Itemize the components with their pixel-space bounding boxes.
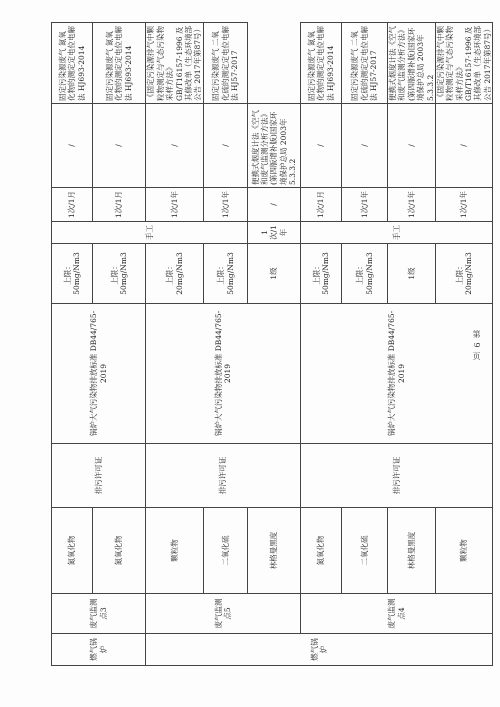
source-cell: 燃气锅炉 bbox=[146, 634, 493, 666]
method-cell: 固定污染源废气 二氧化硫的测定定电位电解法 HJ57-2017 bbox=[342, 23, 388, 104]
method-cell: 《固定污染源排气中颗粒物测定与气态污染物采样方法》GB/T16157-1996 及其修改单（生态环境部公告 2017年第87号） bbox=[435, 23, 492, 104]
pollutant-cell: 林格曼黑度 bbox=[248, 508, 301, 594]
frequency-cell: 1次/1年 bbox=[388, 188, 436, 222]
pollutant-cell: 氮氧化物 bbox=[52, 508, 93, 594]
other-cell: / bbox=[204, 104, 248, 188]
permit-cell: 排污许可证 bbox=[146, 444, 301, 508]
limit-cell: 1级 bbox=[388, 244, 436, 304]
pollutant-cell: 颗粒物 bbox=[146, 508, 204, 594]
other-cell: / bbox=[388, 104, 436, 188]
pollutant-cell: 二氧化硫 bbox=[342, 508, 388, 594]
standard-cell: 锅炉大气污染物排放标准 DB44/765-2019 bbox=[146, 304, 301, 444]
table-row bbox=[301, 23, 342, 666]
limit-cell: 上限：50mg/Nm3 bbox=[93, 244, 146, 304]
limit-cell: 上限：50mg/Nm3 bbox=[52, 244, 93, 304]
method-cell: 固定污染源废气 二氧化硫的测定定电位电解法 HJ57-2017 bbox=[204, 23, 248, 104]
other-cell: / bbox=[52, 104, 93, 188]
pollutant-cell: 氮氧化物 bbox=[301, 508, 342, 594]
table-row bbox=[52, 23, 93, 666]
limit-cell: 上限：50mg/Nm3 bbox=[301, 244, 342, 304]
mode-cell: 手工 bbox=[52, 222, 248, 244]
frequency-cell: 1次/1月 bbox=[52, 188, 93, 222]
mode-cell: 手工 bbox=[301, 222, 493, 244]
pollutant-cell: 二氧化硫 bbox=[204, 508, 248, 594]
point-cell: 废气监测点4 bbox=[301, 594, 493, 634]
permit-cell: 排污许可证 bbox=[301, 444, 493, 508]
method-cell: 《固定污染源排气中颗粒物测定与气态污染物采样方法》GB/T16157-1996 及其修改单（生态环境部公告 2017年第87号） bbox=[146, 23, 204, 104]
pollutant-cell: 林格曼黑度 bbox=[388, 508, 436, 594]
permit-cell: 排污许可证 bbox=[52, 444, 146, 508]
method-cell: 便携式烟度计法《空气和废气监测分析方法》(第四版增补版)国家环境保护总局 2003年 5.3.3.2 bbox=[248, 104, 301, 188]
limit-cell: 上限：50mg/Nm3 bbox=[342, 244, 388, 304]
method-cell: 固定污染源废气 氮氧化物的测定定电位电解法 HJ693-2014 bbox=[301, 23, 342, 104]
frequency-cell: 1次/1年 bbox=[204, 188, 248, 222]
frequency-cell: 1次/1年 bbox=[146, 188, 204, 222]
frequency-cell: 1次/1年 bbox=[248, 222, 301, 244]
standard-cell: 锅炉大气污染物排放标准 DB44/765-2019 bbox=[301, 304, 493, 444]
source-cell: 燃气锅炉 bbox=[52, 634, 146, 666]
other-cell: / bbox=[93, 104, 146, 188]
limit-cell: 上限：20mg/Nm3 bbox=[435, 244, 492, 304]
other-cell: / bbox=[248, 188, 301, 222]
other-cell: / bbox=[146, 104, 204, 188]
other-cell: / bbox=[342, 104, 388, 188]
other-cell: / bbox=[301, 104, 342, 188]
method-cell: 便携式烟度计法《空气和废气监测分析方法》(第四版增补版)国家环境保护总局 2003年 5.3.3.2 bbox=[388, 23, 436, 104]
point-cell: 废气监测点5 bbox=[146, 594, 301, 634]
pollutant-cell: 颗粒物 bbox=[435, 508, 492, 594]
limit-cell: 上限：20mg/Nm3 bbox=[146, 244, 204, 304]
frequency-cell: 1次/1年 bbox=[342, 188, 388, 222]
frequency-cell: 1次/1月 bbox=[301, 188, 342, 222]
standard-cell: 锅炉大气污染物排放标准 DB44/765-2019 bbox=[52, 304, 146, 444]
limit-cell: 上限：50mg/Nm3 bbox=[204, 244, 248, 304]
frequency-cell: 1次/1月 bbox=[93, 188, 146, 222]
method-cell: 固定污染源废气 氮氧化物的测定定电位电解法 HJ693-2014 bbox=[52, 23, 93, 104]
method-cell: 固定污染源废气 氮氧化物的测定定电位电解法 HJ693-2014 bbox=[93, 23, 146, 104]
table-row bbox=[146, 23, 204, 666]
page-number: 第 9 页 bbox=[472, 330, 481, 362]
monitoring-table bbox=[51, 22, 493, 666]
pollutant-cell: 氮氧化物 bbox=[93, 508, 146, 594]
point-cell: 废气监测点3 bbox=[52, 594, 146, 634]
frequency-cell: 1次/1年 bbox=[435, 188, 492, 222]
other-cell: / bbox=[435, 104, 492, 188]
limit-cell: 1级 bbox=[248, 244, 301, 304]
